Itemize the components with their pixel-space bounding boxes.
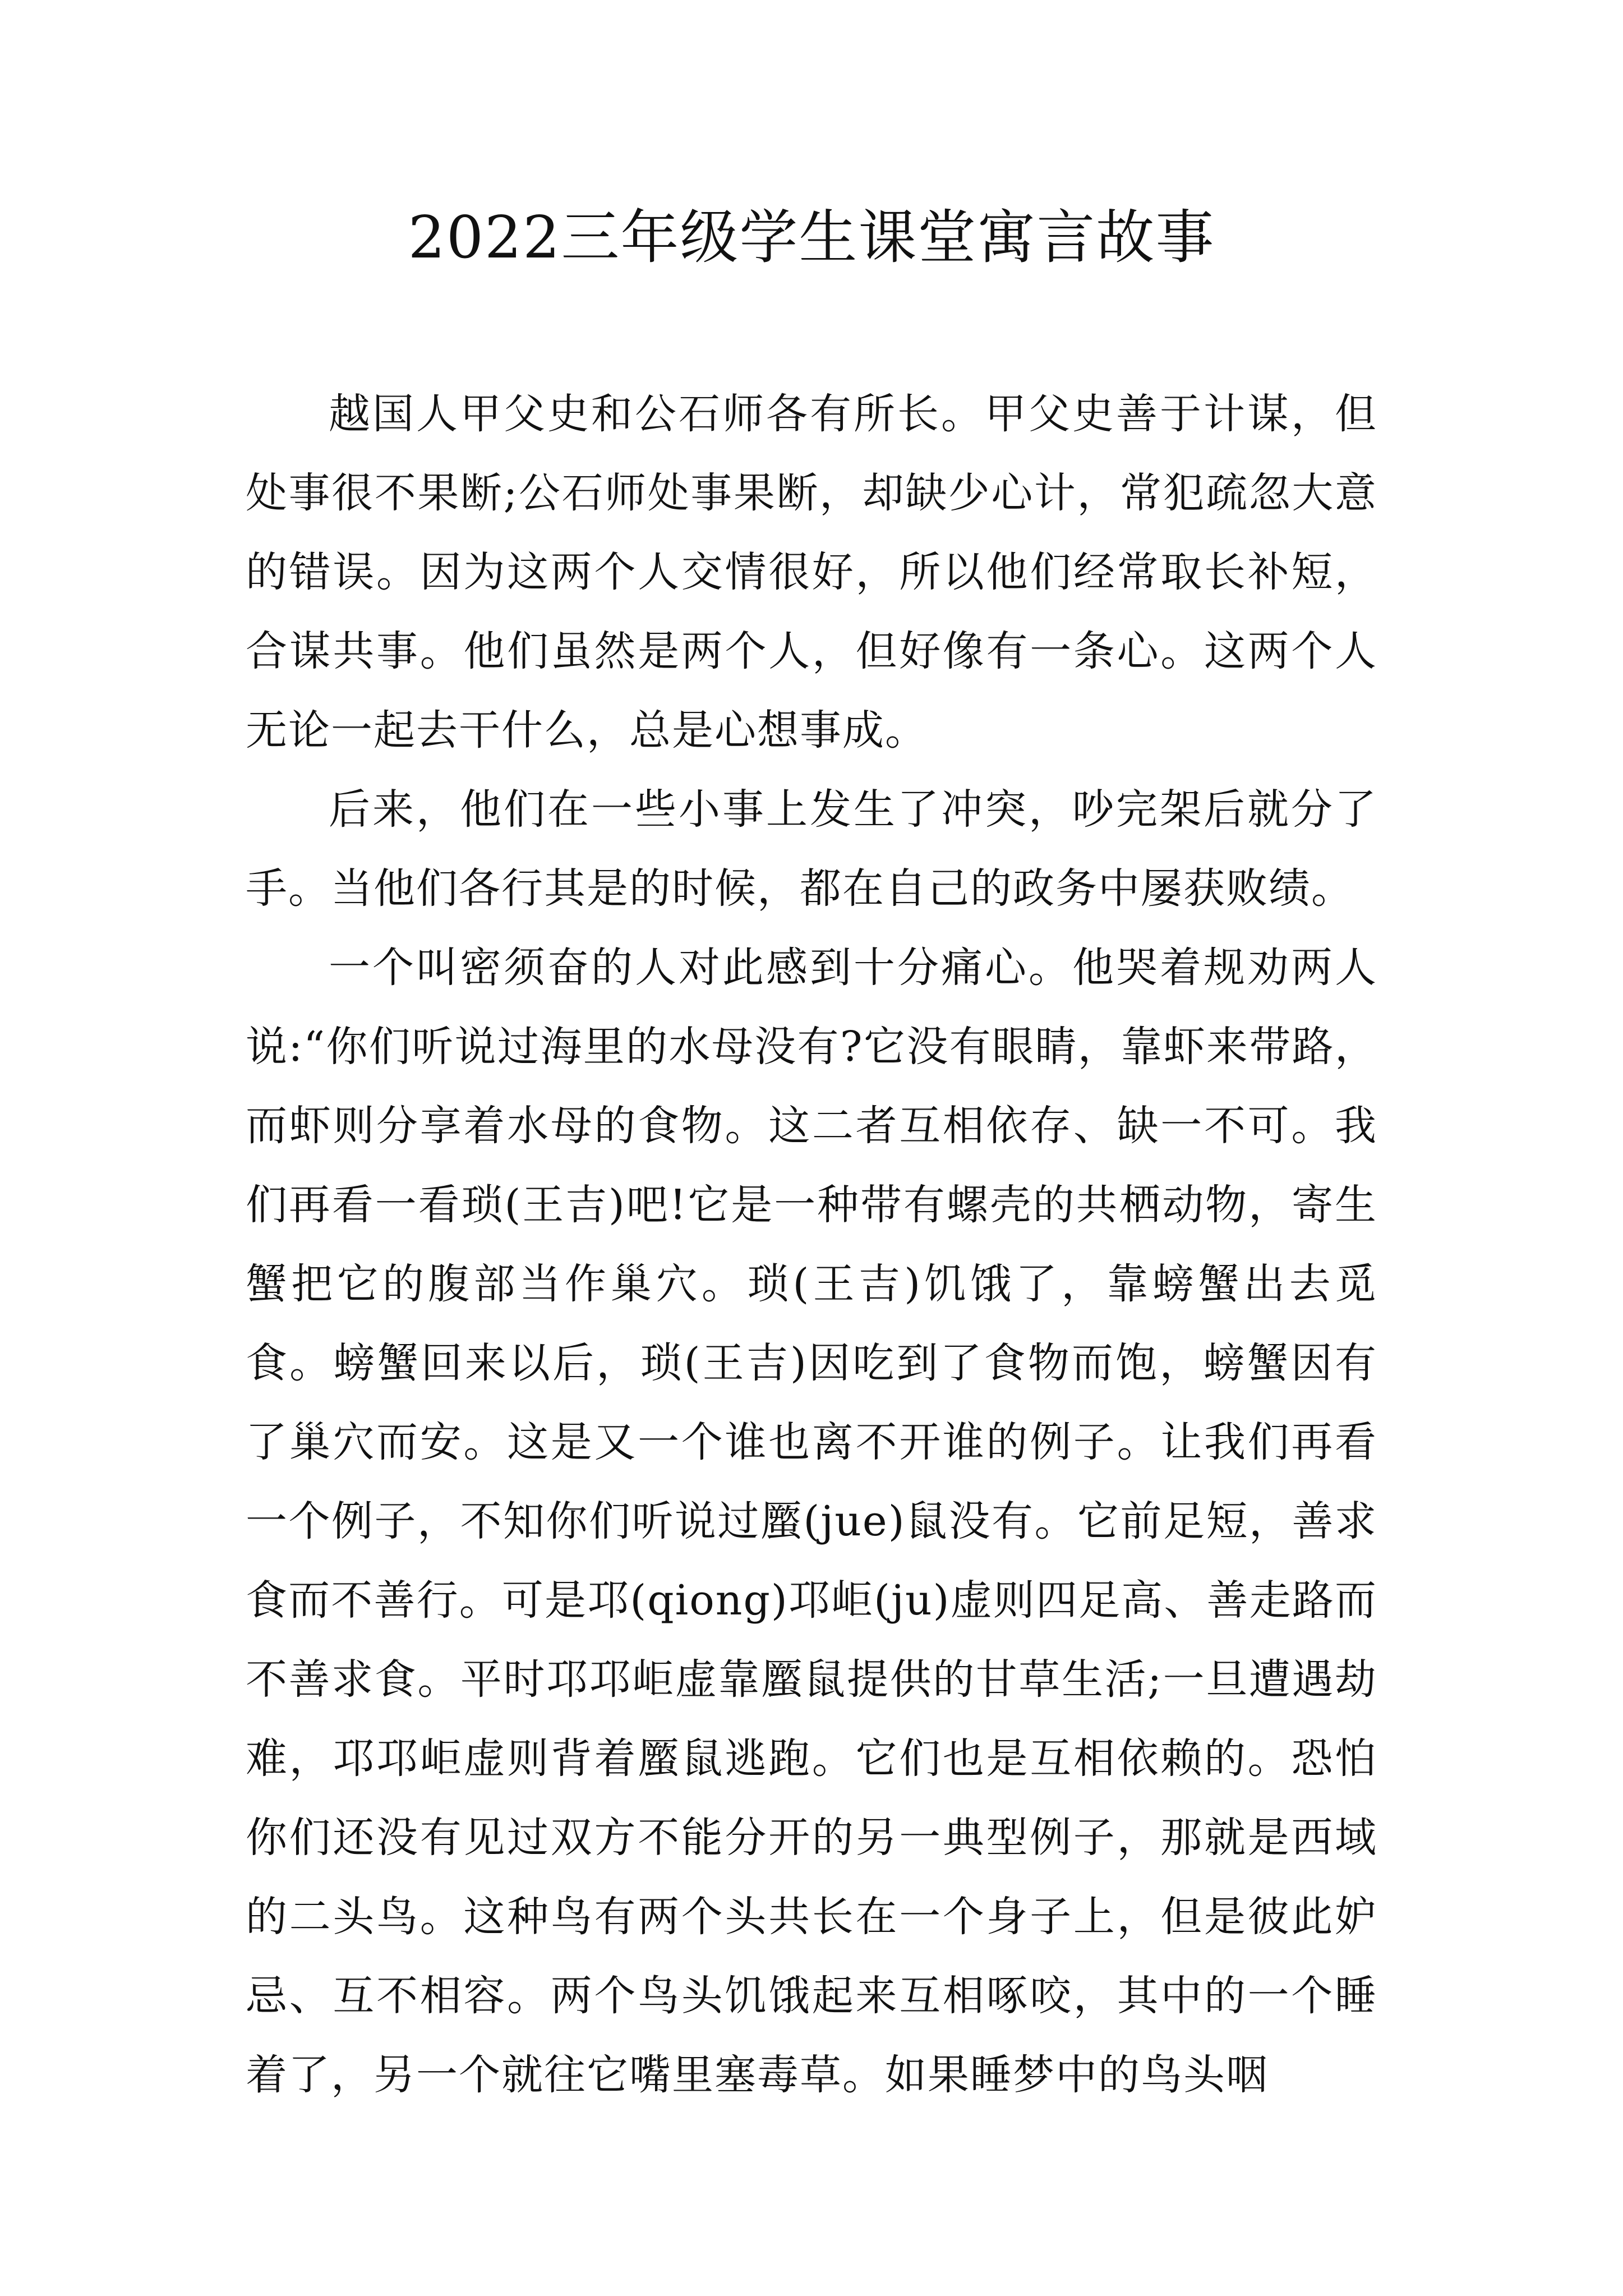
document-body bbox=[246, 375, 1377, 2115]
document-title: 2022三年级学生课堂寓言故事 bbox=[408, 203, 1215, 272]
paragraph: 越国人甲父史和公石师各有所长。甲父史善于计谋，但处事很不果断;公石师处事果断，却缺少心计，常犯疏忽大意的错误。因为这两个人交情很好，所以他们经常取长补短，合谋共事。他们虽然是两个人，但好像有一条心。这两个人无论一起去干什么，总是心想事成。 bbox=[246, 390, 1377, 754]
paragraph: 后来，他们在一些小事上发生了冲突，吵完架后就分了手。当他们各行其是的时候，都在自己的政务中屡获败绩。 bbox=[246, 785, 1377, 913]
paragraph: 一个叫密须奋的人对此感到十分痛心。他哭着规劝两人说:“你们听说过海里的水母没有?它没有眼睛，靠虾来带路，而虾则分享着水母的食物。这二者互相依存、缺一不可。我们再看一看琐(王吉)吧!它是一种带有螺壳的共栖动物，寄生蟹把它的腹部当作巢穴。琐(王吉)饥饿了，靠螃蟹出去觅食。螃蟹回来以后，琐(王吉)因吃到了食物而饱，螃蟹因有了巢穴而安。这是又一个谁也离不开谁的例子。让我们再看一个例子，不知你们听说过蟨(jue)鼠没有。它前足短，善求食而不善行。可是邛(qiong)邛岠(ju)虚则四足高、善走路而不善求食。平时邛邛岠虚靠蟨鼠提供的甘草生活;一旦遭遇劫难，邛邛岠虚则背着蟨鼠逃跑。它们也是互相依赖的。恐怕你们还没有见过双方不能分开的另一典型例子，那就是西域的二头鸟。这种鸟有两个头共长在一个身子上，但是彼此妒忌、互不相容。两个鸟头饥饿起来互相啄咬，其中的一个睡着了，另一个就往它嘴里塞毒草。如果睡梦中的鸟头咽 bbox=[246, 944, 1377, 2099]
